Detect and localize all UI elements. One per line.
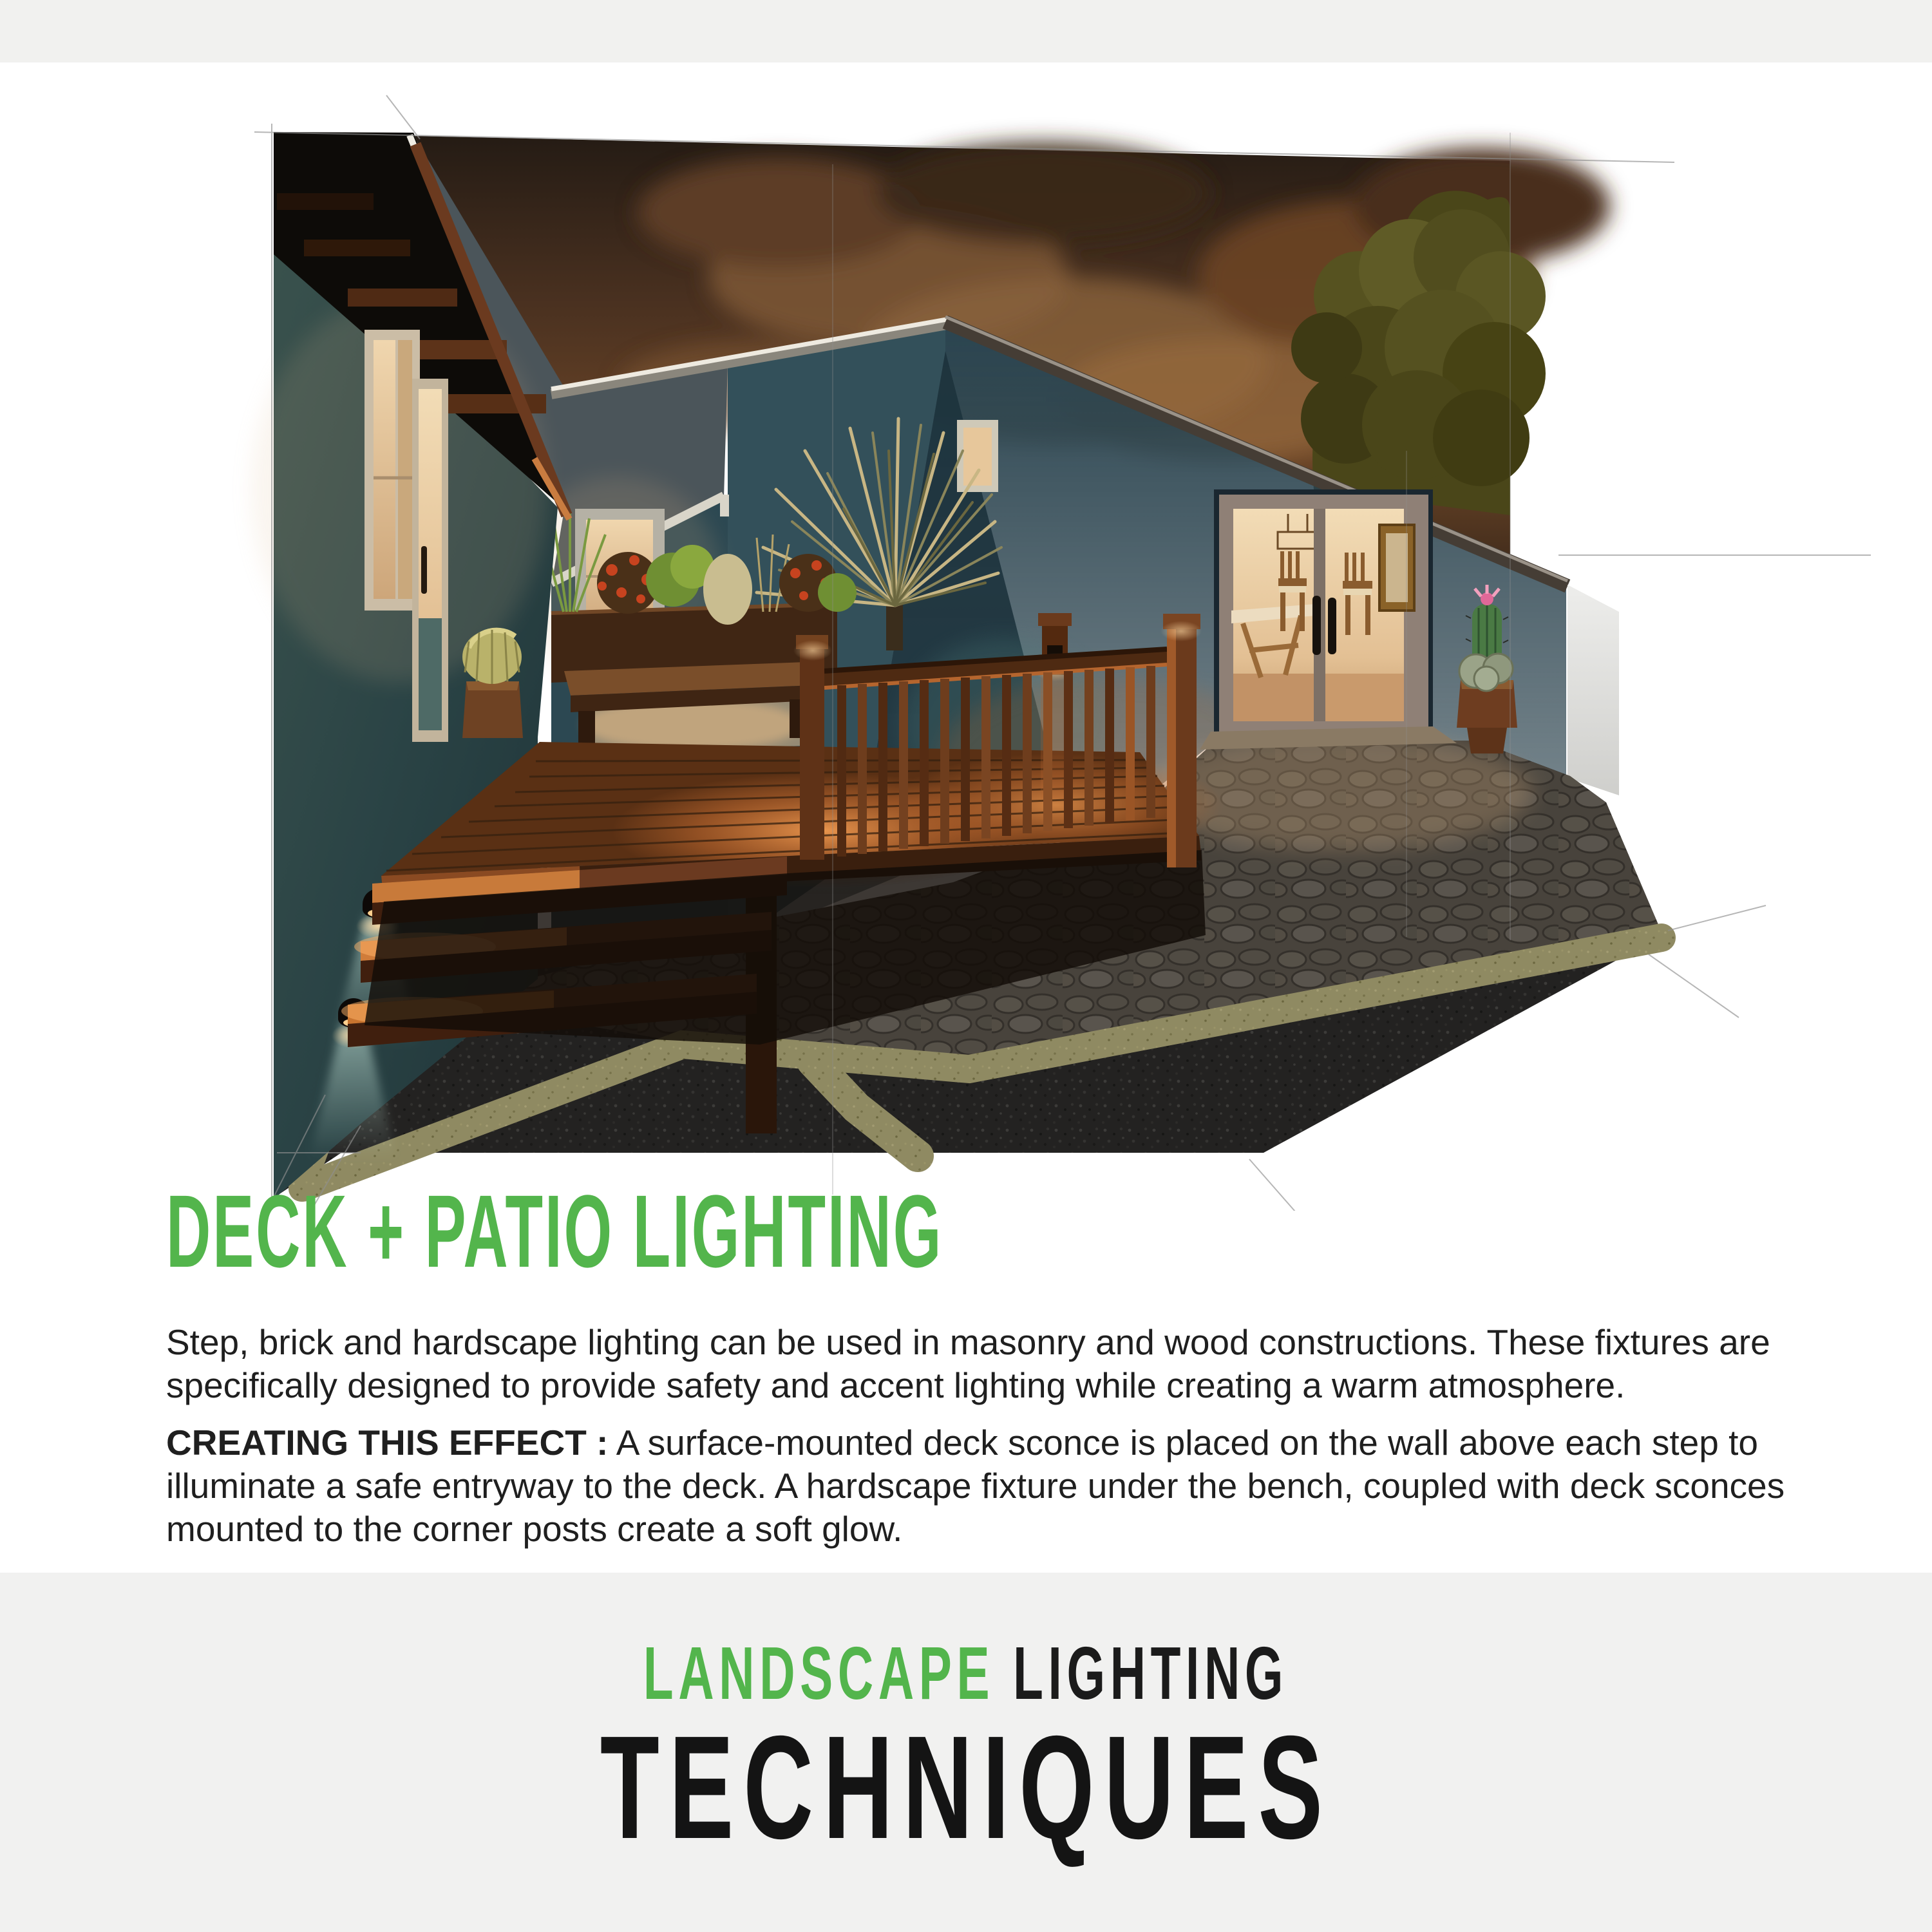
footer-brand-accent: LANDSCAPE xyxy=(643,1631,995,1715)
picture-frame xyxy=(1379,525,1414,611)
door-handle xyxy=(1328,598,1336,654)
lit-window xyxy=(365,330,420,611)
lit-window xyxy=(957,420,998,492)
effect-paragraph-text: A surface-mounted deck sconce is placed on the wall above each step to illuminate a safe entryway to the deck. A hardscape fixture under the bench, coupled with deck sconces mounted to the corner posts create a soft glow. xyxy=(166,1423,1785,1549)
bench xyxy=(564,662,813,755)
footer-title-text: TECHNIQUES xyxy=(600,1706,1332,1870)
door-handle xyxy=(1312,596,1321,655)
page-title-text: DECK + PATIO LIGHTING xyxy=(166,1173,943,1289)
intro-paragraph: Step, brick and hardscape lighting can be used in masonry and wood constructions. These fixtures are specifically designed to provide safety and accent lighting while creating a warm atmosphere. xyxy=(166,1322,1770,1405)
glass-door xyxy=(412,379,448,742)
page-title xyxy=(166,1173,1461,1289)
french-doors xyxy=(1200,489,1457,750)
door-handle xyxy=(421,546,427,594)
effect-paragraph xyxy=(166,1421,1805,1551)
section-cut-plane xyxy=(1567,585,1619,795)
footer-line1 xyxy=(0,1631,1932,1715)
cloud xyxy=(876,142,1211,245)
barrel-cactus xyxy=(462,630,523,738)
effect-paragraph-label: CREATING THIS EFFECT : xyxy=(166,1423,609,1463)
cloud xyxy=(638,158,921,267)
footer-line2 xyxy=(0,1706,1932,1870)
footer-brand-rest: LIGHTING xyxy=(994,1631,1289,1715)
